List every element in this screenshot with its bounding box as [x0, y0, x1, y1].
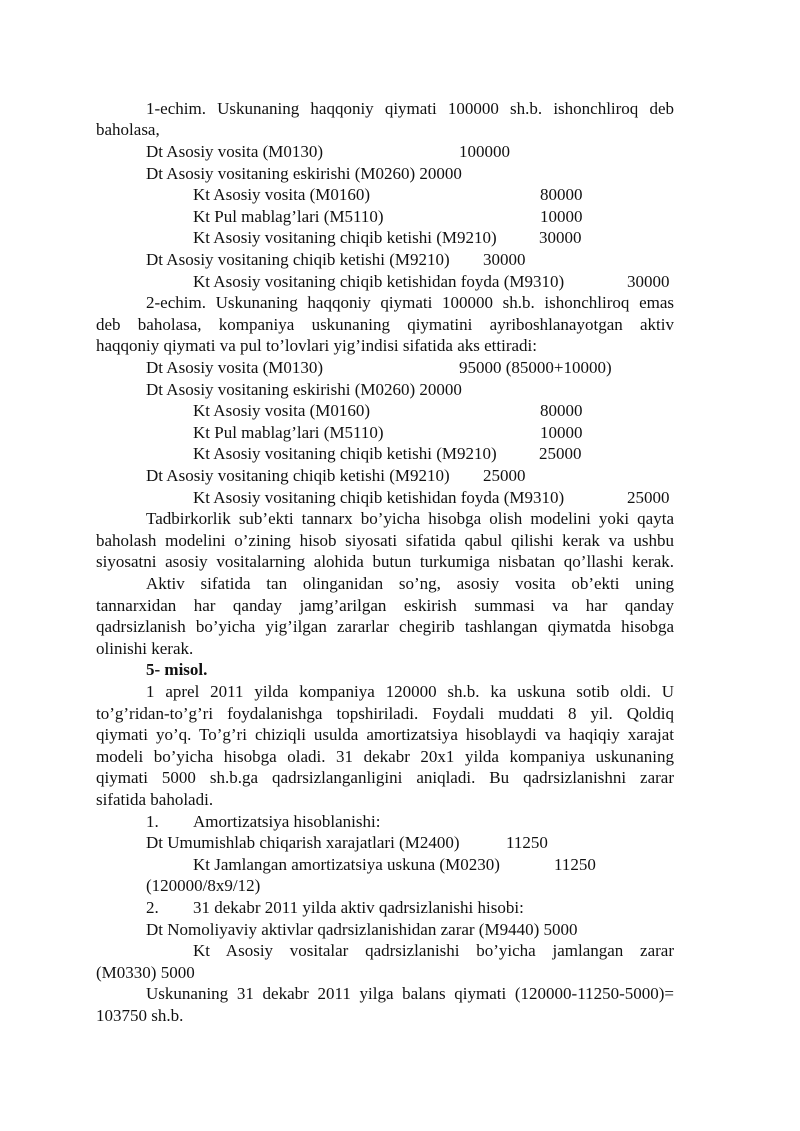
- text-line: olinishi kerak.: [96, 639, 194, 658]
- text-line: deb baholasa, kompaniya uskunaning qiymatini ayriboshlanayotgan aktiv: [96, 315, 674, 334]
- journal-entry-amount: 80000: [540, 185, 583, 204]
- journal-entry-amount: 10000: [540, 423, 583, 442]
- text-line: qiymati yo’q. To’g’ri chiziqli usulda amortizatsiya hisoblaydi va haqiqiy xarajat: [96, 725, 674, 744]
- journal-entry-label: (M0330) 5000: [96, 963, 195, 982]
- example-heading: 5- misol.: [146, 660, 208, 679]
- journal-entry-amount: 25000: [539, 444, 582, 463]
- text-line: tannarxidan har qanday jamg’arilgan eskirish summasi va har qanday: [96, 596, 674, 615]
- journal-entry-label: Dt Asosiy vosita (M0130): [146, 358, 324, 377]
- text-line: Aktiv sifatida tan olinganidan so’ng, asosiy vosita ob’ekti uning: [146, 574, 674, 593]
- list-item-text: Amortizatsiya hisoblanishi:: [193, 812, 381, 831]
- text-line: sifatida baholadi.: [96, 790, 214, 809]
- text-line: siyosatni asosiy vositalarning alohida butun turkumiga nisbatan qo’llashi kerak.: [96, 552, 674, 571]
- journal-entry-label: Kt Pul mablag’lari (M5110): [193, 207, 384, 226]
- journal-entry-label: Dt Asosiy vositaning chiqib ketishi (M9210): [146, 250, 450, 269]
- journal-entry-amount: 30000: [483, 250, 526, 269]
- journal-entry-label: Dt Umumishlab chiqarish xarajatlari (M2400): [146, 833, 460, 852]
- journal-entry-label: Kt Jamlangan amortizatsiya uskuna (M0230): [193, 855, 500, 874]
- journal-entry-label: Kt Asosiy vositaning chiqib ketishi (M9210): [193, 228, 497, 247]
- journal-entry-amount: 11250: [554, 855, 596, 874]
- journal-entry-label: Kt Asosiy vositaning chiqib ketishidan foyda (M9310): [193, 272, 565, 291]
- journal-entry-amount: 80000: [540, 401, 583, 420]
- journal-entry-amount: 30000: [539, 228, 582, 247]
- journal-entry-amount: 25000: [627, 488, 670, 507]
- journal-entry-label: Kt Pul mablag’lari (M5110): [193, 423, 384, 442]
- list-item-text: 31 dekabr 2011 yilda aktiv qadrsizlanishi hisobi:: [193, 898, 524, 917]
- text-line: baholash modelini o’zining hisob siyosati sifatida qabul qilishi kerak va ushbu: [96, 531, 674, 550]
- text-line: 103750 sh.b.: [96, 1006, 184, 1025]
- text-line: 1 aprel 2011 yilda kompaniya 120000 sh.b. ka uskuna sotib oldi. U: [146, 682, 674, 701]
- journal-entry-label: Kt Asosiy vosita (M0160): [193, 185, 371, 204]
- text-line: baholasa,: [96, 120, 160, 139]
- text-line: (120000/8x9/12): [146, 876, 261, 895]
- text-line: haqqoniy qiymati va pul to’lovlari yig’indisi sifatida aks ettiradi:: [96, 336, 537, 355]
- text-line: 1-echim. Uskunaning haqqoniy qiymati 100000 sh.b. ishonchliroq deb: [146, 99, 674, 118]
- text-line: modeli bo’yicha hisobga oladi. 31 dekabr 20x1 yilda kompaniya uskunaning: [96, 747, 674, 766]
- journal-entry-label: Kt Asosiy vosita (M0160): [193, 401, 371, 420]
- list-number: 2.: [146, 898, 159, 917]
- journal-entry-amount: 25000: [483, 466, 526, 485]
- journal-entry-amount: 100000: [459, 142, 510, 161]
- journal-entry-amount: 10000: [540, 207, 583, 226]
- text-line: 2-echim. Uskunaning haqqoniy qiymati 100000 sh.b. ishonchliroq emas: [146, 293, 674, 312]
- journal-entry-label: Kt Asosiy vositaning chiqib ketishidan foyda (M9310): [193, 488, 565, 507]
- text-line: Tadbirkorlik sub’ekti tannarx bo’yicha hisobga olish modelini yoki qayta: [146, 509, 674, 528]
- text-line: Uskunaning 31 dekabr 2011 yilga balans qiymati (120000-11250-5000)=: [146, 984, 674, 1003]
- journal-entry-label: Dt Asosiy vositaning chiqib ketishi (M9210): [146, 466, 450, 485]
- journal-entry-amount: 30000: [627, 272, 670, 291]
- text-line: qiymati 5000 sh.b.ga qadrsizlanganligini aniqladi. Bu qadrsizlanishni zarar: [96, 768, 674, 787]
- text-line: to’g’ridan-to’g’ri foydalanishga topshiriladi. Foydali muddati 8 yil. Qoldiq: [96, 704, 674, 723]
- text-line: qadrsizlanish bo’yicha yig’ilgan zararlar chegirib tashlangan qiymatda hisobga: [96, 617, 674, 636]
- journal-entry-label: Kt Asosiy vositalar qadrsizlanishi bo’yicha jamlangan zarar: [193, 941, 674, 960]
- journal-entry-label: Kt Asosiy vositaning chiqib ketishi (M9210): [193, 444, 497, 463]
- journal-entry-label: Dt Asosiy vositaning eskirishi (M0260) 20000: [146, 164, 462, 183]
- journal-entry-amount: 95000 (85000+10000): [459, 358, 612, 377]
- journal-entry-label: Dt Asosiy vositaning eskirishi (M0260) 20000: [146, 380, 462, 399]
- list-number: 1.: [146, 812, 159, 831]
- journal-entry-label: Dt Asosiy vosita (M0130): [146, 142, 324, 161]
- journal-entry-amount: 11250: [506, 833, 548, 852]
- journal-entry-label: Dt Nomoliyaviy aktivlar qadrsizlanishidan zarar (M9440) 5000: [146, 920, 578, 939]
